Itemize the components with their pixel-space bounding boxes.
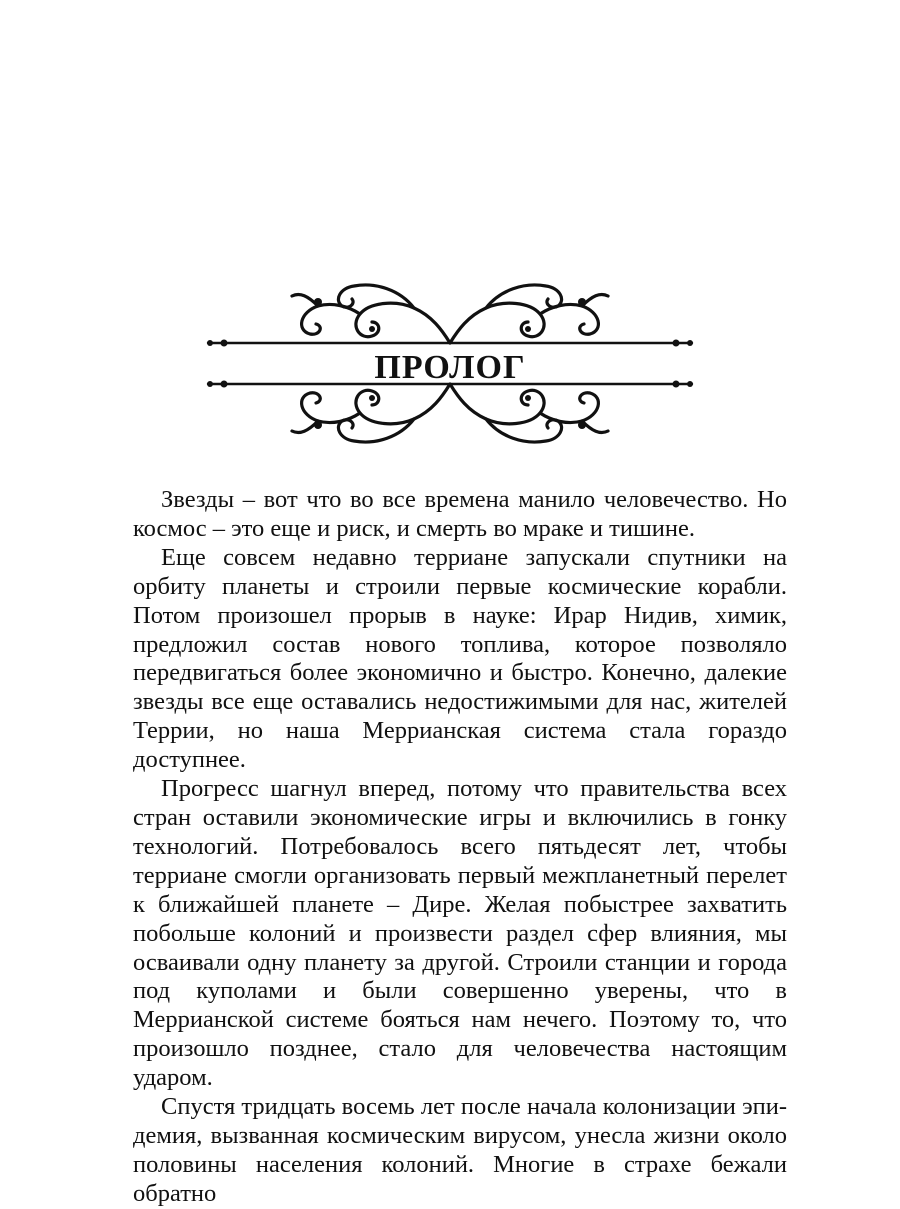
body-text [133, 486, 787, 1209]
paragraph: Еще совсем недавно терриане запускали спутники на орбиту планеты и строили первые космические корабли. Потом произошел прорыв в науке: Ирар Нидив, химик, предложил состав нового топлива, которое позволяло передвигаться более экономично и быстро. Конечно, далекие звезды все еще оставались недостижимыми для нас, жителей Террии, но наша Меррианская система стала гораздо доступнее. [133, 543, 787, 774]
paragraph: Спустя тридцать восемь лет после начала колонизации эпидемия, вызванная космическим вирусом, унесла жизни около половины населения колоний. Многие в страхе бежали обратно [133, 1093, 787, 1207]
chapter-title: ПРОЛОГ [374, 349, 526, 386]
paragraph: Звезды – вот что во все времена манило человечество. Но космос – это еще и риск, и смерть во мраке и тишине. [133, 486, 787, 542]
paragraph: Прогресс шагнул вперед, потому что правительства всех стран оставили экономические игры и включились в гонку технологий. Потребовалось всего пятьдесят лет, чтобы терриане смогли организовать первый межпланетный перелет к ближайшей планете – Дире. Желая побыстрее захватить побольше колоний и произвести раздел сфер влияния, мы осваивали одну планету за другой. Строили станции и города под куполами и были совершенно уверены, что в Меррианской системе бояться нам нечего. Поэтому то, что произошло позднее, стало для человечества настоящим ударом. [133, 775, 787, 1092]
